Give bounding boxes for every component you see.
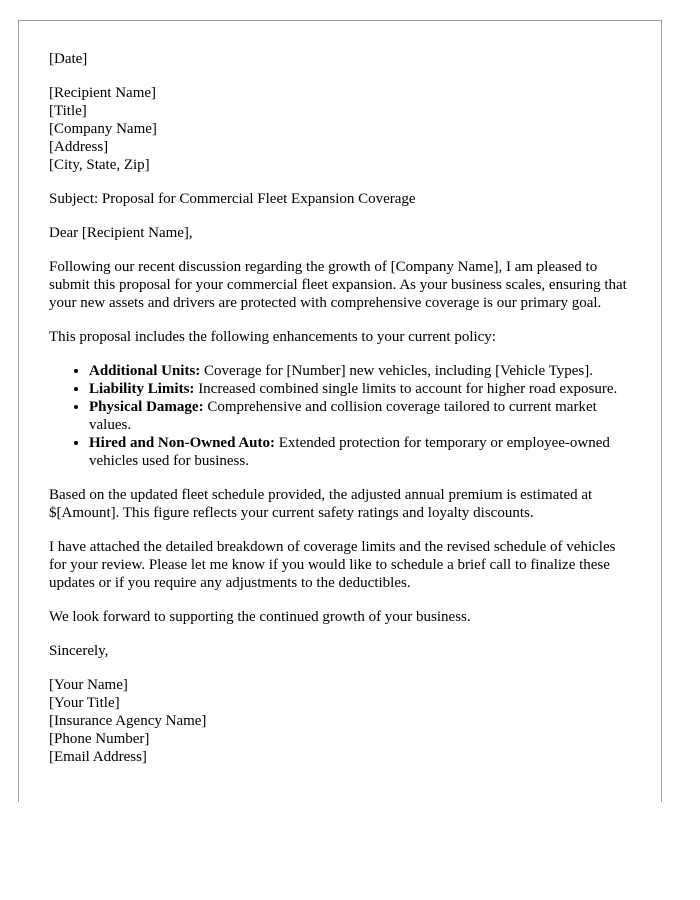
enhancement-label: Hired and Non-Owned Auto: bbox=[89, 435, 276, 451]
outro-paragraph: We look forward to supporting the continued growth of your business. bbox=[49, 609, 471, 625]
enhancement-text: Comprehensive and collision coverage tailored to current market values. bbox=[89, 399, 597, 433]
enhancement-label: Physical Damage: bbox=[89, 399, 204, 415]
recipient-block bbox=[49, 84, 631, 174]
letter-page bbox=[18, 20, 662, 802]
letter-salutation: Dear [Recipient Name], bbox=[49, 225, 193, 241]
signature-phone: [Phone Number] bbox=[49, 731, 150, 747]
recipient-city-state-zip: [City, State, Zip] bbox=[49, 157, 150, 173]
intro-paragraph: Following our recent discussion regarding the growth of [Company Name], I am pleased to submit this proposal for your commercial fleet expansion. As your business scales, ensuring that your new assets and drivers are protected with comprehensive coverage is our primary goal. bbox=[49, 259, 627, 311]
enhancement-text: Coverage for [Number] new vehicles, including [Vehicle Types]. bbox=[200, 363, 593, 379]
recipient-name: [Recipient Name] bbox=[49, 85, 157, 101]
attachment-paragraph: I have attached the detailed breakdown of coverage limits and the revised schedule of vehicles for your review. Please let me know if you would like to schedule a brief call to finalize these updates or if you require any adjustments to the deductibles. bbox=[49, 539, 616, 591]
recipient-title: [Title] bbox=[49, 103, 87, 119]
letter-date: [Date] bbox=[49, 51, 88, 67]
enhancement-text: Increased combined single limits to account for higher road exposure. bbox=[194, 381, 618, 397]
list-item bbox=[89, 380, 631, 398]
premium-paragraph: Based on the updated fleet schedule provided, the adjusted annual premium is estimated at $[Amount]. This figure reflects your current safety ratings and loyalty discounts. bbox=[49, 487, 593, 521]
list-item bbox=[89, 362, 631, 380]
signature-agency: [Insurance Agency Name] bbox=[49, 713, 207, 729]
letter-closing: Sincerely, bbox=[49, 643, 109, 659]
signature-title: [Your Title] bbox=[49, 695, 120, 711]
enhancement-text: Extended protection for temporary or employee-owned vehicles used for business. bbox=[89, 435, 610, 469]
recipient-address: [Address] bbox=[49, 139, 109, 155]
list-item bbox=[89, 434, 631, 470]
enhancement-label: Additional Units: bbox=[89, 363, 201, 379]
list-intro-paragraph: This proposal includes the following enhancements to your current policy: bbox=[49, 329, 496, 345]
signature-block bbox=[49, 676, 631, 766]
enhancement-label: Liability Limits: bbox=[89, 381, 195, 397]
list-item bbox=[89, 398, 631, 434]
enhancements-list bbox=[49, 362, 631, 470]
signature-name: [Your Name] bbox=[49, 677, 128, 693]
letter-subject: Subject: Proposal for Commercial Fleet Expansion Coverage bbox=[49, 191, 416, 207]
signature-email: [Email Address] bbox=[49, 749, 147, 765]
recipient-company: [Company Name] bbox=[49, 121, 157, 137]
